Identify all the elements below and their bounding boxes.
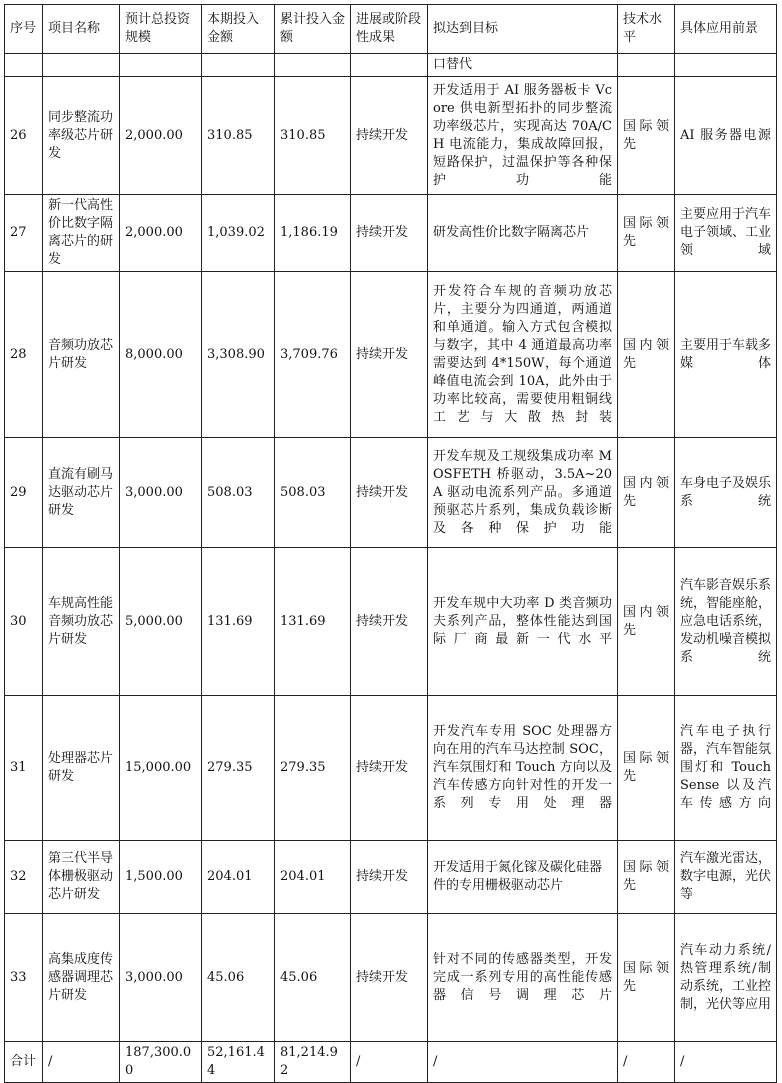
cell-total: 2,000.00	[120, 77, 202, 195]
cell-total: 1,500.00	[120, 841, 202, 914]
cell-current: 508.03	[202, 438, 275, 548]
cell-cumulative: 3,709.76	[275, 272, 351, 438]
cell-progress: 持续开发	[351, 548, 428, 696]
cell-seq: 30	[5, 548, 43, 696]
cell-current: 1,039.02	[202, 195, 275, 272]
cell-tech-level: 国内领先	[618, 438, 675, 548]
cell-seq: 28	[5, 272, 43, 438]
cell-seq: 33	[5, 914, 43, 1042]
cell-current: 204.01	[202, 841, 275, 914]
cell-cumulative: 204.01	[275, 841, 351, 914]
cell-tech-level: 国际领先	[618, 77, 675, 195]
cell-project-name: 同步整流功率级芯片研发	[43, 77, 120, 195]
total-tech-level: /	[618, 1042, 675, 1083]
table-row	[5, 272, 777, 438]
total-progress: /	[351, 1042, 428, 1083]
cell-project-name: 音频功放芯片研发	[43, 272, 120, 438]
cell-total: 3,000.00	[120, 914, 202, 1042]
cell-project-name: 第三代半导体栅极驱动芯片研发	[43, 841, 120, 914]
cell-cumulative: 131.69	[275, 548, 351, 696]
cell-tech-level: 国际领先	[618, 696, 675, 841]
cell-progress: 持续开发	[351, 77, 428, 195]
cell-application: 汽车影音娱乐系统，智能座舱，应急电话系统，发动机噪音模拟系统	[675, 548, 777, 696]
total-target: /	[428, 1042, 618, 1083]
cell-seq: 31	[5, 696, 43, 841]
table-row	[5, 696, 777, 841]
cell-progress: 持续开发	[351, 438, 428, 548]
cell-project-name: 车规高性能音频功放芯片研发	[43, 548, 120, 696]
cell-total: 8,000.00	[120, 272, 202, 438]
total-label: 合计	[5, 1042, 43, 1083]
cell-project-name: 处理器芯片研发	[43, 696, 120, 841]
cell-current: 131.69	[202, 548, 275, 696]
cell-cumulative: 45.06	[275, 914, 351, 1042]
cell-tech-level: 国内领先	[618, 272, 675, 438]
header-project-name: 项目名称	[43, 5, 120, 54]
cell-total: 3,000.00	[120, 438, 202, 548]
cell-cumulative: 310.85	[275, 77, 351, 195]
total-row	[5, 1042, 777, 1083]
cell-tech-level: 国际领先	[618, 841, 675, 914]
total-application: /	[675, 1042, 777, 1083]
cell-application: 汽车动力系统/热管理系统/制动系统，工业控制，光伏等应用	[675, 914, 777, 1042]
cell-application: 汽车电子执行器，汽车智能氛围灯和 Touch Sense 以及汽车传感方向	[675, 696, 777, 841]
cell-application: 主要应用于汽车电子领域、工业领域	[675, 195, 777, 272]
total-total: 187,300.00	[120, 1042, 202, 1083]
cell-cumulative: 508.03	[275, 438, 351, 548]
cell-seq: 32	[5, 841, 43, 914]
cell-progress: 持续开发	[351, 272, 428, 438]
header-seq: 序号	[5, 5, 43, 54]
table-row	[5, 548, 777, 696]
cell-current: 45.06	[202, 914, 275, 1042]
table-row	[5, 914, 777, 1042]
cell-progress: 持续开发	[351, 696, 428, 841]
cell-cumulative: 1,186.19	[275, 195, 351, 272]
cell-seq: 26	[5, 77, 43, 195]
cell-target: 开发适用于氮化镓及碳化硅器件的专用栅极驱动芯片	[428, 841, 618, 914]
table-row	[5, 195, 777, 272]
cell-project-name: 直流有刷马达驱动芯片研发	[43, 438, 120, 548]
total-current: 52,161.44	[202, 1042, 275, 1083]
header-progress: 进展或阶段性成果	[351, 5, 428, 54]
carry-over-target: 口替代	[428, 54, 618, 77]
total-cumulative: 81,214.92	[275, 1042, 351, 1083]
header-tech-level: 技术水平	[618, 5, 675, 54]
total-name: /	[43, 1042, 120, 1083]
header-target: 拟达到目标	[428, 5, 618, 54]
cell-target: 开发汽车专用 SOC 处理器方向在用的汽车马达控制 SOC，汽车氛围灯和 Touch 方向以及汽车传感方向针对性的开发一系列专用处理器	[428, 696, 618, 841]
cell-target: 针对不同的传感器类型，开发完成一系列专用的高性能传感器信号调理芯片	[428, 914, 618, 1042]
cell-project-name: 新一代高性价比数字隔离芯片的研发	[43, 195, 120, 272]
cell-seq: 27	[5, 195, 43, 272]
cell-total: 15,000.00	[120, 696, 202, 841]
cell-application: AI 服务器电源	[675, 77, 777, 195]
header-row	[5, 5, 777, 54]
header-current-investment: 本期投入金额	[202, 5, 275, 54]
table-row	[5, 77, 777, 195]
header-cumulative-investment: 累计投入金额	[275, 5, 351, 54]
carry-over-row	[5, 54, 777, 77]
cell-application: 车身电子及娱乐系统	[675, 438, 777, 548]
cell-tech-level: 国际领先	[618, 914, 675, 1042]
cell-application: 汽车激光雷达，数字电源，光伏等	[675, 841, 777, 914]
cell-total: 5,000.00	[120, 548, 202, 696]
cell-target: 开发车规及工规级集成功率 MOSFETH 桥驱动，3.5A~20A 驱动电流系列产品。多通道预驱芯片系列，集成负载诊断及各种保护功能	[428, 438, 618, 548]
cell-target: 研发高性价比数字隔离芯片	[428, 195, 618, 272]
header-application: 具体应用前景	[675, 5, 777, 54]
cell-progress: 持续开发	[351, 195, 428, 272]
cell-project-name: 高集成度传感器调理芯片研发	[43, 914, 120, 1042]
table-row	[5, 841, 777, 914]
cell-total: 2,000.00	[120, 195, 202, 272]
header-total-investment: 预计总投资规模	[120, 5, 202, 54]
cell-tech-level: 国内领先	[618, 548, 675, 696]
cell-current: 3,308.90	[202, 272, 275, 438]
cell-progress: 持续开发	[351, 841, 428, 914]
cell-progress: 持续开发	[351, 914, 428, 1042]
cell-target: 开发符合车规的音频功放芯片，主要分为四通道，两通道和单通道。输入方式包含模拟与数字，其中 4 通道最高功率需要达到 4*150W，每个通道峰值电流会到 10A，此外由于功率比较高，需要使用粗铜线工艺与大散热封装	[428, 272, 618, 438]
cell-current: 279.35	[202, 696, 275, 841]
cell-target: 开发车规中大功率 D 类音频功夫系列产品，整体性能达到国际厂商最新一代水平	[428, 548, 618, 696]
cell-seq: 29	[5, 438, 43, 548]
cell-current: 310.85	[202, 77, 275, 195]
rd-projects-table	[4, 4, 777, 1083]
cell-cumulative: 279.35	[275, 696, 351, 841]
cell-application: 主要用于车载多媒体	[675, 272, 777, 438]
cell-tech-level: 国际领先	[618, 195, 675, 272]
cell-target: 开发适用于 AI 服务器板卡 Vcore 供电新型拓扑的同步整流功率级芯片，实现高达 70A/CH 电流能力，集成故障回报，短路保护，过温保护等各种保护功能	[428, 77, 618, 195]
table-row	[5, 438, 777, 548]
